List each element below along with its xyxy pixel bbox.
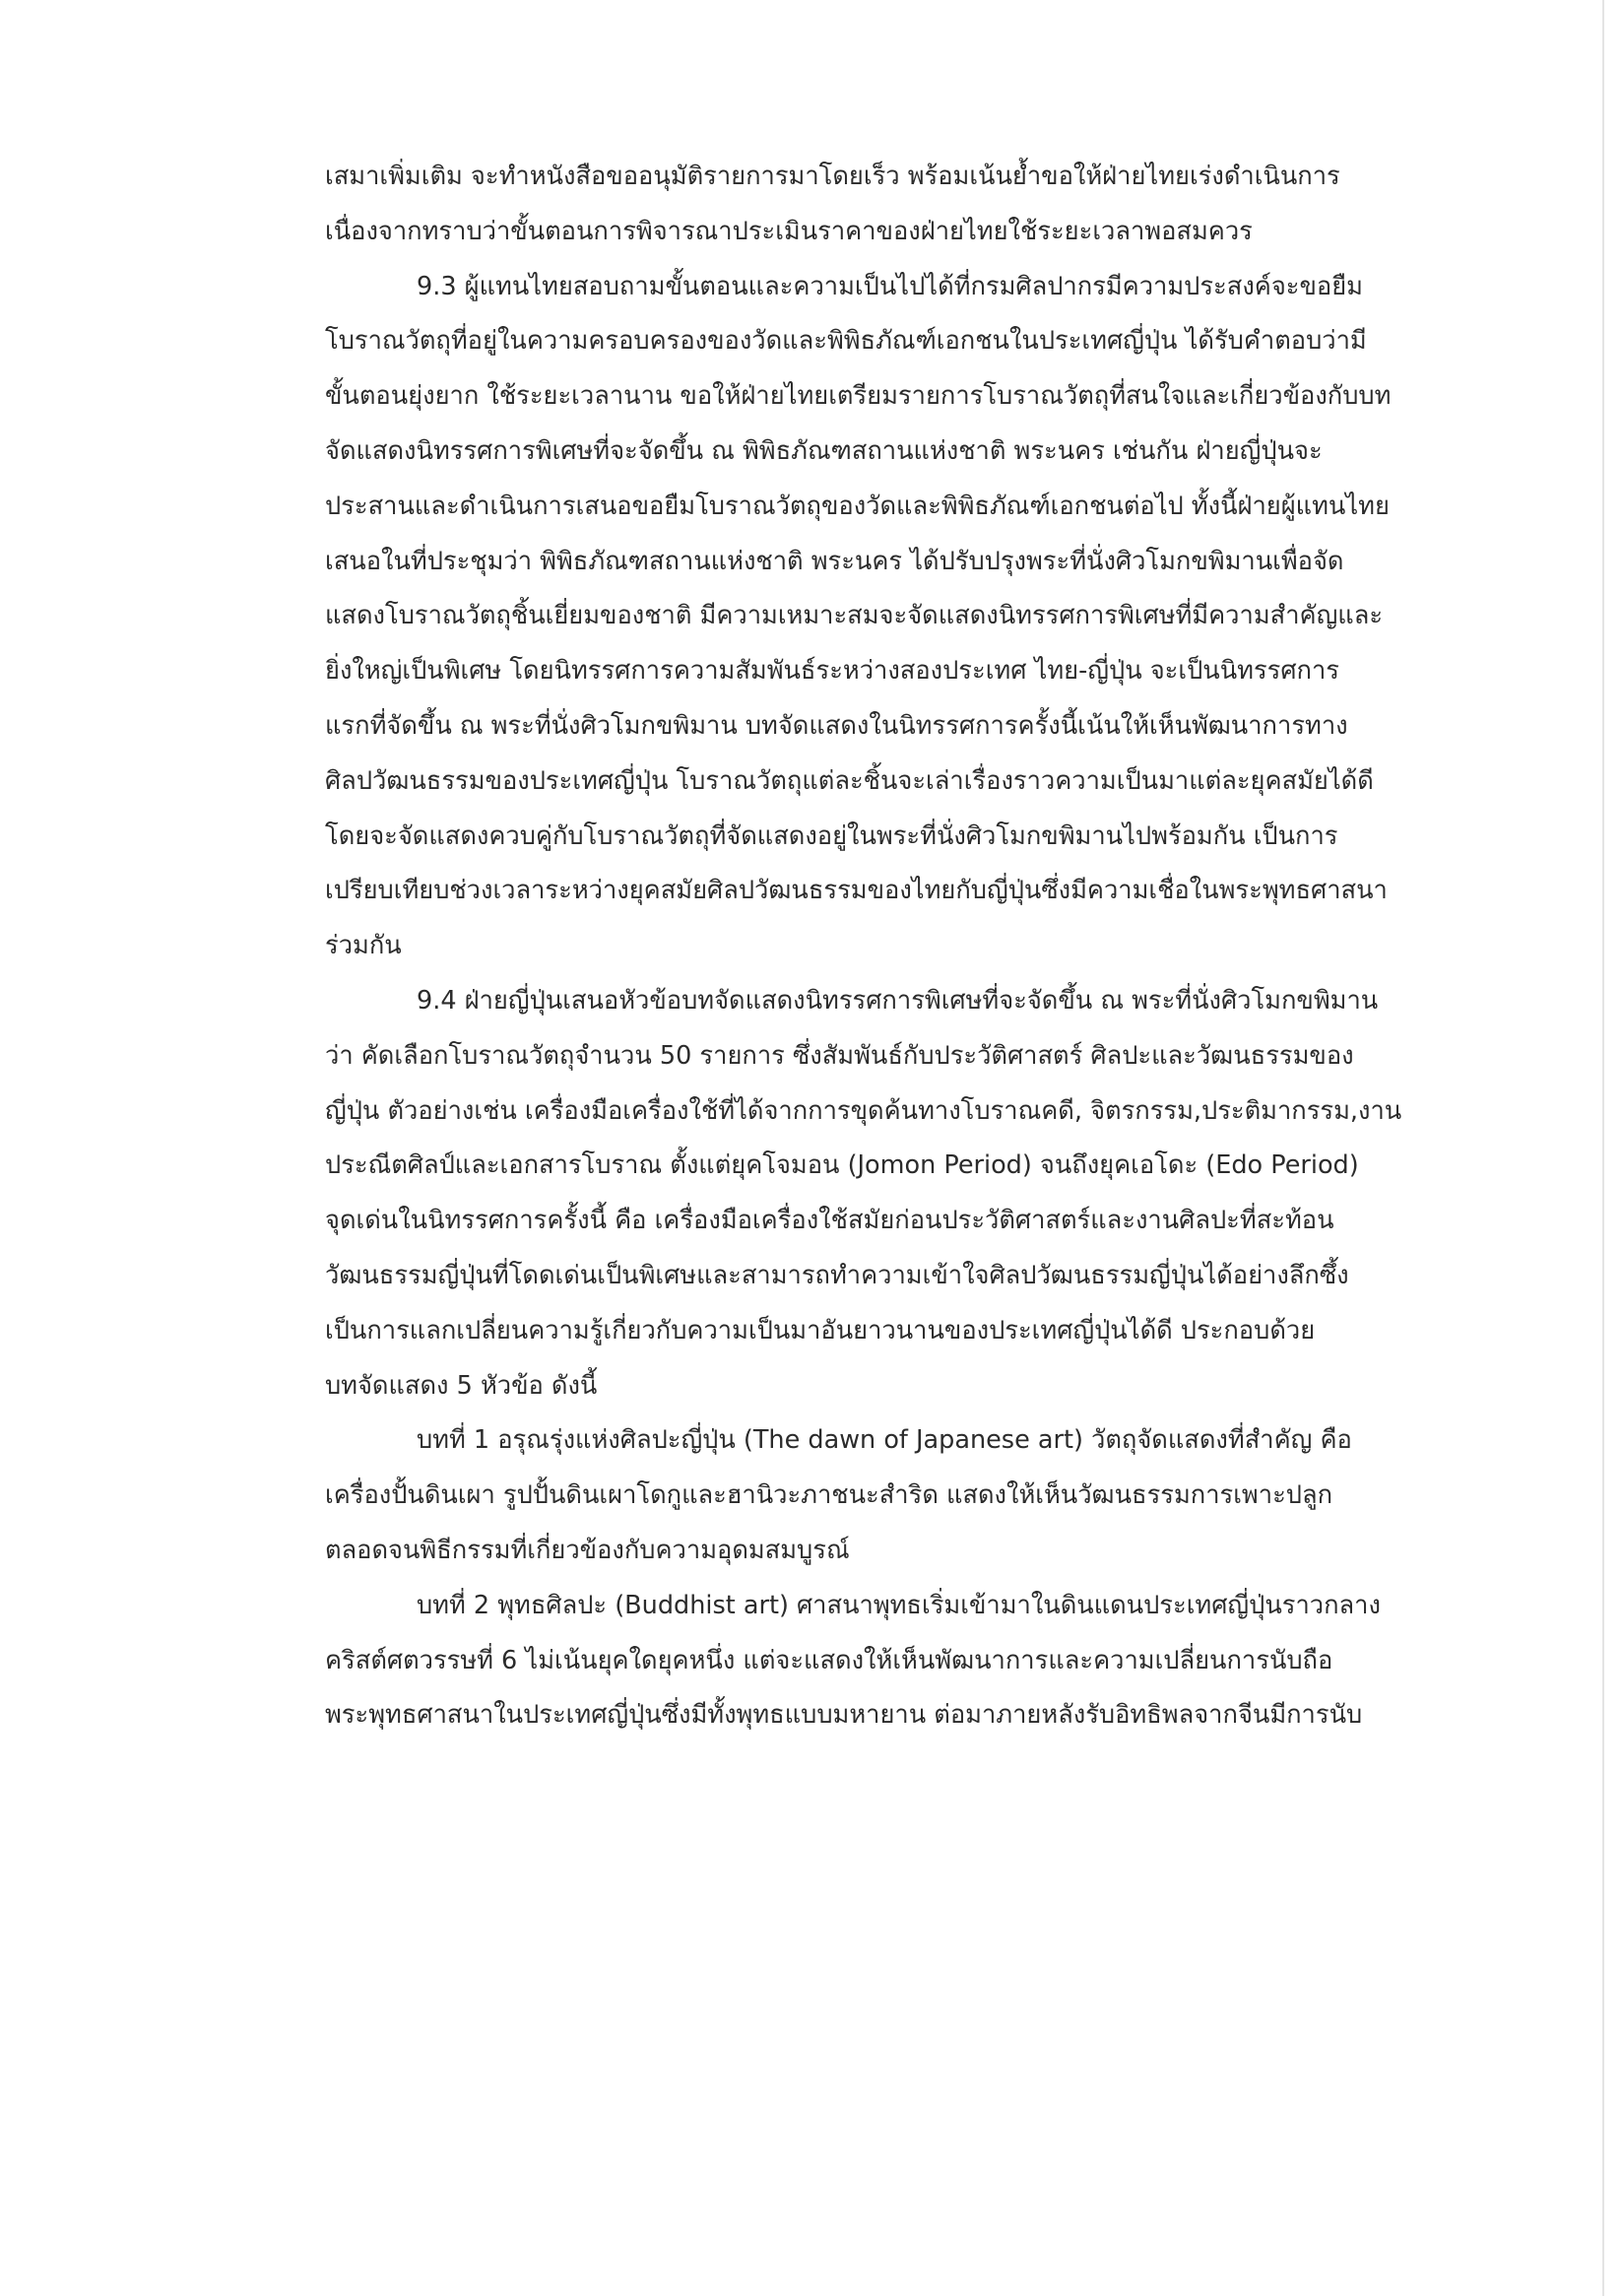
- text-line: วัฒนธรรมญี่ปุ่นที่โดดเด่นเป็นพิเศษและสามารถทำความเข้าใจศิลปวัฒนธรรมญี่ปุ่นได้อย่างลึกซึ้ง: [325, 1260, 1349, 1290]
- text-line: เสมาเพิ่มเติม จะทำหนังสือขออนุมัติรายการมาโดยเร็ว พร้อมเน้นย้ำขอให้ฝ่ายไทยเร่งดำเนินการ: [325, 162, 1340, 191]
- text-line: คริสต์ศตวรรษที่ 6 ไม่เน้นยุคใดยุคหนึ่ง แต่จะแสดงให้เห็นพัฒนาการและความเปลี่ยนการนับถือ: [325, 1645, 1333, 1675]
- paragraph-start-line: บทที่ 2 พุทธศิลปะ (Buddhist art) ศาสนาพุทธเริ่มเข้ามาในดินแดนประเทศญี่ปุ่นราวกลาง: [417, 1590, 1381, 1620]
- text-line: บทจัดแสดง 5 หัวข้อ ดังนี้: [325, 1370, 598, 1401]
- document-body: [325, 150, 1448, 1743]
- text-line: ร่วมกัน: [325, 931, 402, 961]
- text-line: จัดแสดงนิทรรศการพิเศษที่จะจัดขึ้น ณ พิพิธภัณฑสถานแห่งชาติ พระนคร เช่นกัน ฝ่ายญี่ปุ่นจะ: [325, 435, 1323, 466]
- text-line: ประสานและดำเนินการเสนอขอยืมโบราณวัตถุของวัดและพิพิธภัณฑ์เอกชนต่อไป ทั้งนี้ฝ่ายผู้แทนไทย: [325, 491, 1390, 521]
- text-line: เป็นการแลกเปลี่ยนความรู้เกี่ยวกับความเป็นมาอันยาวนานของประเทศญี่ปุ่นได้ดี ประกอบด้วย: [325, 1315, 1316, 1345]
- paragraph-start-line: บทที่ 1 อรุณรุ่งแห่งศิลปะญี่ปุ่น (The dawn of Japanese art) วัตถุจัดแสดงที่สำคัญ คือ: [417, 1425, 1352, 1456]
- text-line: แสดงโบราณวัตถุชิ้นเยี่ยมของชาติ มีความเหมาะสมจะจัดแสดงนิทรรศการพิเศษที่มีความสำคัญและ: [325, 601, 1384, 631]
- text-line: ตลอดจนพิธีกรรมที่เกี่ยวข้องกับความอุดมสมบูรณ์: [325, 1535, 850, 1565]
- scan-edge-line: [1602, 0, 1604, 2296]
- text-line: ยิ่งใหญ่เป็นพิเศษ โดยนิทรรศการความสัมพันธ์ระหว่างสองประเทศ ไทย-ญี่ปุ่น จะเป็นนิทรรศการ: [325, 656, 1339, 687]
- text-line: ขั้นตอนยุ่งยาก ใช้ระยะเวลานาน ขอให้ฝ่ายไทยเตรียมรายการโบราณวัตถุที่สนใจและเกี่ยวข้องกับบท: [325, 381, 1392, 412]
- text-line: ประณีตศิลป์และเอกสารโบราณ ตั้งแต่ยุคโจมอน (Jomon Period) จนถึงยุคเอโดะ (Edo Period): [325, 1150, 1359, 1181]
- text-line: ศิลปวัฒนธรรมของประเทศญี่ปุ่น โบราณวัตถุแต่ละชิ้นจะเล่าเรื่องราวความเป็นมาแต่ละยุคสมัยได้ดี: [325, 765, 1374, 796]
- text-line: เสนอในที่ประชุมว่า พิพิธภัณฑสถานแห่งชาติ พระนคร ได้ปรับปรุงพระที่นั่งศิวโมกขพิมานเพื่อจัด: [325, 546, 1344, 576]
- text-line: พระพุทธศาสนาในประเทศญี่ปุ่นซึ่งมีทั้งพุทธแบบมหายาน ต่อมาภายหลังรับอิทธิพลจากจีนมีการนับ: [325, 1700, 1363, 1731]
- text-line: ว่า คัดเลือกโบราณวัตถุจำนวน 50 รายการ ซึ่งสัมพันธ์กับประวัติศาสตร์ ศิลปะและวัฒนธรรมของ: [325, 1040, 1354, 1071]
- text-line: จุดเด่นในนิทรรศการครั้งนี้ คือ เครื่องมือเครื่องใช้สมัยก่อนประวัติศาสตร์และงานศิลปะที่สะท้อน: [325, 1206, 1334, 1236]
- paragraph-start-line: 9.4 ฝ่ายญี่ปุ่นเสนอหัวข้อบทจัดแสดงนิทรรศการพิเศษที่จะจัดขึ้น ณ พระที่นั่งศิวโมกขพิมาน: [417, 985, 1379, 1016]
- text-line: ญี่ปุ่น ตัวอย่างเช่น เครื่องมือเครื่องใช้ที่ได้จากการขุดค้นทางโบราณคดี, จิตรกรรม,ประติมากรรม,งาน: [325, 1095, 1402, 1126]
- text-line: เปรียบเทียบช่วงเวลาระหว่างยุคสมัยศิลปวัฒนธรรมของไทยกับญี่ปุ่นซึ่งมีความเชื่อในพระพุทธศาสนา: [325, 876, 1388, 906]
- paragraph-start-line: 9.3 ผู้แทนไทยสอบถามขั้นตอนและความเป็นไปได้ที่กรมศิลปากรมีความประสงค์จะขอยืม: [417, 271, 1363, 301]
- text-line: โบราณวัตถุที่อยู่ในความครอบครองของวัดและพิพิธภัณฑ์เอกชนในประเทศญี่ปุ่น ได้รับคำตอบว่ามี: [325, 326, 1367, 357]
- text-line: เนื่องจากทราบว่าขั้นตอนการพิจารณาประเมินราคาของฝ่ายไทยใช้ระยะเวลาพอสมควร: [325, 216, 1253, 246]
- text-line: แรกที่จัดขึ้น ณ พระที่นั่งศิวโมกขพิมาน บทจัดแสดงในนิทรรศการครั้งนี้เน้นให้เห็นพัฒนาการทาง: [325, 710, 1348, 741]
- text-line: เครื่องปั้นดินเผา รูปปั้นดินเผาโดกูและฮานิวะภาชนะสำริด แสดงให้เห็นวัฒนธรรมการเพาะปลูก: [325, 1480, 1333, 1511]
- text-line: โดยจะจัดแสดงควบคู่กับโบราณวัตถุที่จัดแสดงอยู่ในพระที่นั่งศิวโมกขพิมานไปพร้อมกัน เป็นการ: [325, 820, 1338, 851]
